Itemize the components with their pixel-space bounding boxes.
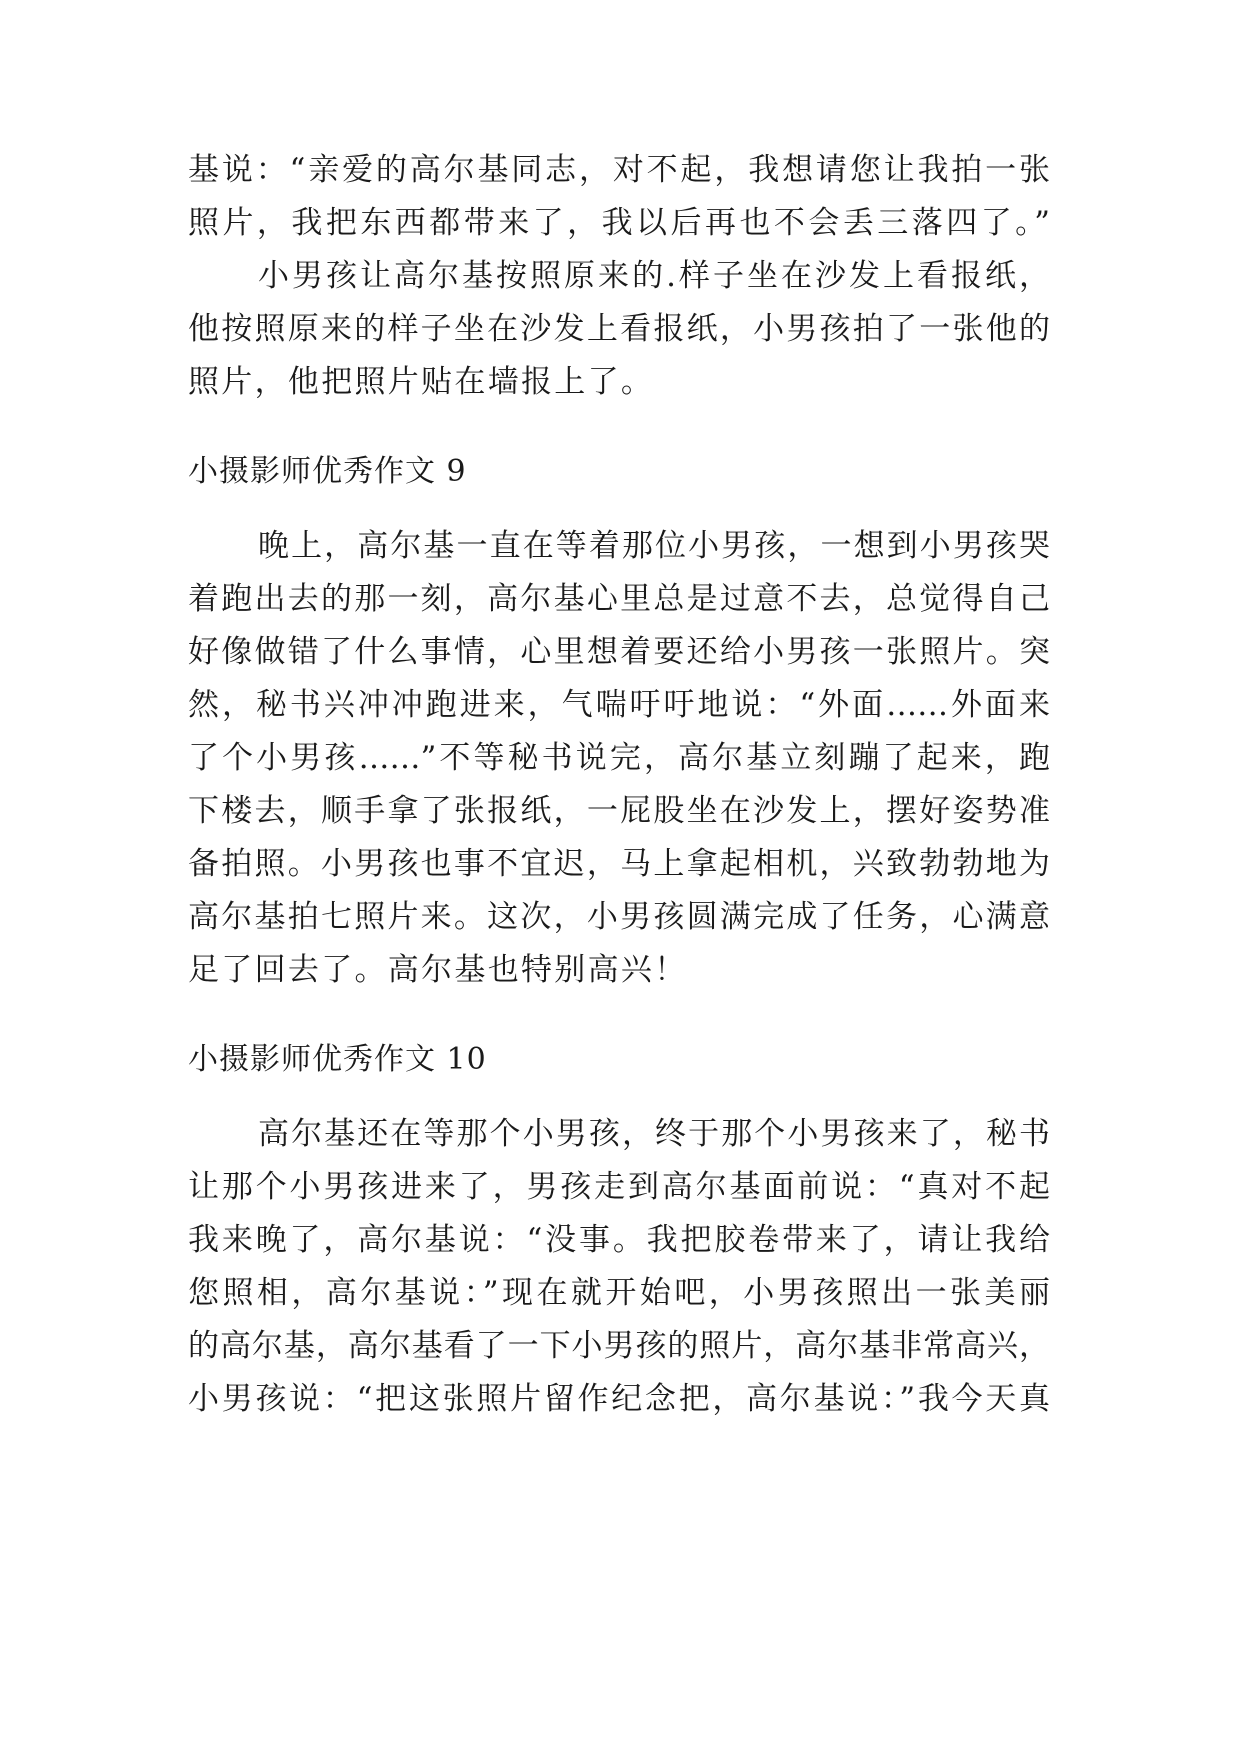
paragraph-line: 让那个小男孩进来了，男孩走到高尔基面前说：“真对不起 <box>188 1169 1050 1205</box>
paragraph-line: 您照相，高尔基说：”现在就开始吧，小男孩照出一张美丽 <box>188 1275 1050 1311</box>
paragraph-line: 了个小男孩……”不等秘书说完，高尔基立刻蹦了起来，跑 <box>188 740 1050 776</box>
paragraph-line: 晚上，高尔基一直在等着那位小男孩，一想到小男孩哭 <box>258 528 1050 564</box>
paragraph-line: 照片，我把东西都带来了，我以后再也不会丢三落四了。” <box>188 205 1050 241</box>
paragraph-line: 高尔基还在等那个小男孩，终于那个小男孩来了，秘书 <box>258 1116 1050 1152</box>
section-heading: 小摄影师优秀作文 9 <box>188 454 467 489</box>
paragraph-line: 照片，他把照片贴在墙报上了。 <box>188 364 655 400</box>
paragraph-line: 的高尔基，高尔基看了一下小男孩的照片，高尔基非常高兴， <box>188 1328 1050 1364</box>
paragraph-line: 我来晚了，高尔基说：“没事。我把胶卷带来了，请让我给 <box>188 1222 1050 1258</box>
paragraph-line: 高尔基拍七照片来。这次，小男孩圆满完成了任务，心满意 <box>188 899 1050 935</box>
paragraph-line: 足了回去了。高尔基也特别高兴！ <box>188 952 688 988</box>
paragraph-line: 下楼去，顺手拿了张报纸，一屁股坐在沙发上，摆好姿势准 <box>188 793 1050 829</box>
section-heading: 小摄影师优秀作文 10 <box>188 1042 487 1077</box>
paragraph-line: 他按照原来的样子坐在沙发上看报纸，小男孩拍了一张他的 <box>188 311 1050 347</box>
paragraph-line: 备拍照。小男孩也事不宜迟，马上拿起相机，兴致勃勃地为 <box>188 846 1050 882</box>
paragraph-line: 小男孩说：“把这张照片留作纪念把，高尔基说：”我今天真 <box>188 1381 1050 1417</box>
paragraph-line: 好像做错了什么事情，心里想着要还给小男孩一张照片。突 <box>188 634 1050 670</box>
paragraph-line: 然，秘书兴冲冲跑进来，气喘吁吁地说：“外面……外面来 <box>188 687 1050 723</box>
paragraph-line: 着跑出去的那一刻，高尔基心里总是过意不去，总觉得自己 <box>188 581 1050 617</box>
paragraph-line: 小男孩让高尔基按照原来的.样子坐在沙发上看报纸， <box>258 258 1050 294</box>
paragraph-line: 基说：“亲爱的高尔基同志，对不起，我想请您让我拍一张 <box>188 152 1050 188</box>
